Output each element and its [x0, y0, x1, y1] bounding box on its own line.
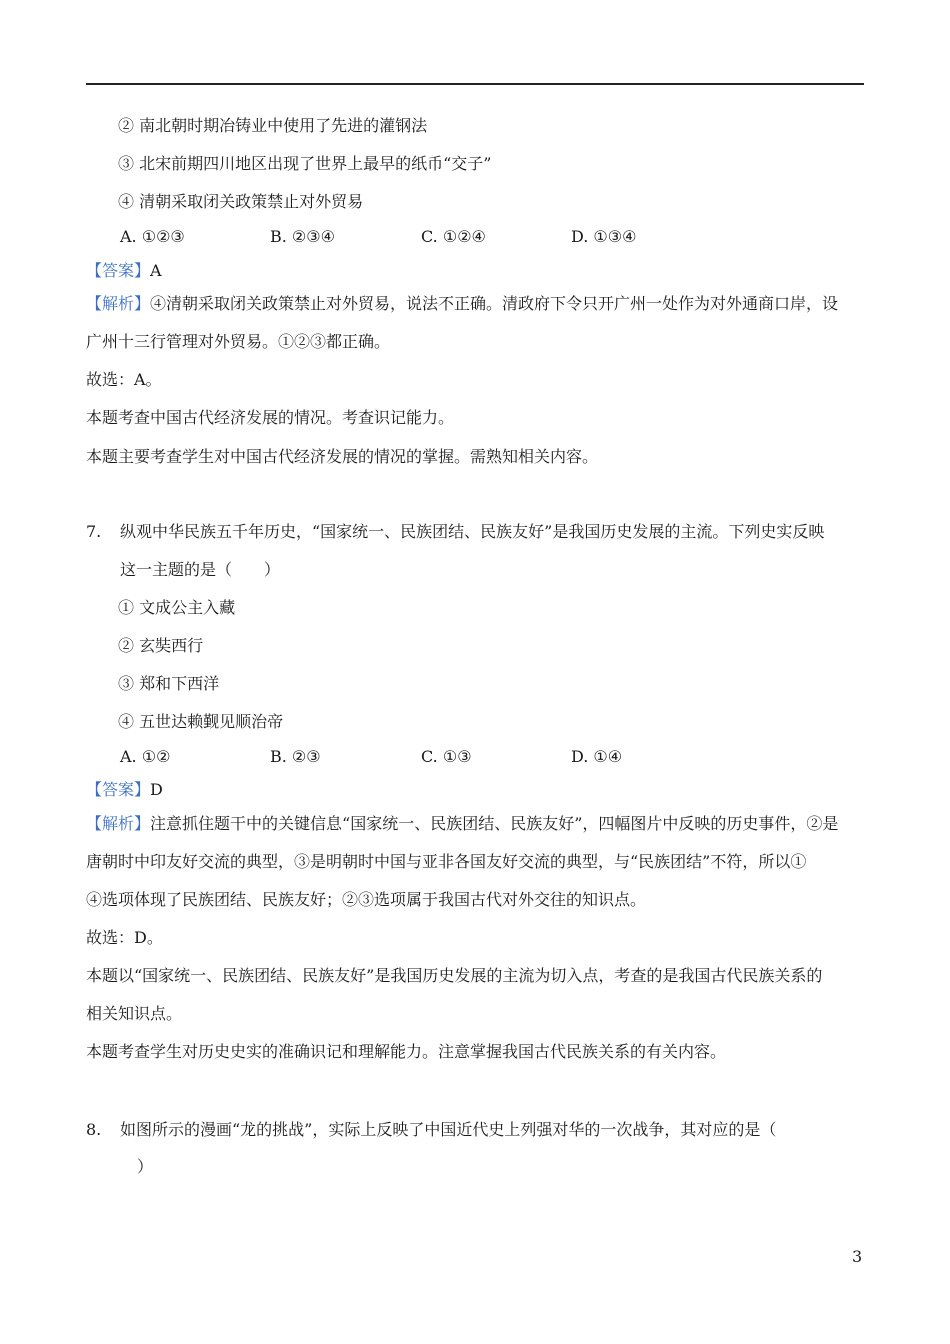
q7-option-b: B. ②③ [270, 747, 321, 766]
q6-analysis-line-1 [86, 294, 838, 314]
q6-note-1: 本题考查中国古代经济发展的情况。考查识记能力。 [86, 408, 455, 427]
q7-item-2: ② 玄奘西行 [118, 636, 204, 655]
q6-item-3: ③ 北宋前期四川地区出现了世界上最早的纸币“交子” [118, 154, 492, 173]
header-rule [86, 83, 864, 85]
answer-tag: 【答案】 [86, 780, 151, 799]
q6-option-a: A. ①②③ [120, 227, 185, 246]
q7-option-d: D. ①④ [571, 747, 623, 766]
q7-stem-line-2: 这一主题的是（ ） [120, 560, 281, 579]
q7-note-2: 本题考查学生对历史史实的准确识记和理解能力。注意掌握我国古代民族关系的有关内容。 [86, 1042, 727, 1061]
q7-analysis-line-3: ④选项体现了民族团结、民族友好；②③选项属于我国古代对外交往的知识点。 [86, 890, 647, 909]
q7-item-1: ① 文成公主入藏 [118, 598, 236, 617]
q6-answer [86, 261, 162, 281]
q7-option-c: C. ①③ [421, 747, 472, 766]
q7-item-3: ③ 郑和下西洋 [118, 674, 220, 693]
q7-number: 7. [86, 522, 102, 541]
q6-option-b: B. ②③④ [270, 227, 335, 246]
answer-value: D [150, 780, 163, 799]
q7-note-1-cont: 相关知识点。 [86, 1004, 183, 1023]
q7-choice: 故选：D。 [86, 928, 163, 947]
q8-stem-line-1: 如图所示的漫画“龙的挑战”，实际上反映了中国近代史上列强对华的一次战争，其对应的是（ [120, 1120, 777, 1139]
analysis-tag: 【解析】 [86, 814, 151, 833]
analysis-tag: 【解析】 [86, 294, 151, 313]
q7-option-a: A. ①② [120, 747, 171, 766]
analysis-text: 注意抓住题干中的关键信息“国家统一、民族团结、民族友好”，四幅图片中反映的历史事件，②是 [150, 814, 839, 833]
q6-note-2: 本题主要考查学生对中国古代经济发展的情况的掌握。需熟知相关内容。 [86, 447, 599, 466]
q6-option-c: C. ①②④ [421, 227, 486, 246]
answer-tag: 【答案】 [86, 261, 151, 280]
q8-stem-line-2: ） [137, 1157, 154, 1176]
q7-analysis-line-1 [86, 814, 838, 834]
analysis-text: ④清朝采取闭关政策禁止对外贸易，说法不正确。清政府下令只开广州一处作为对外通商口岸，设 [150, 294, 839, 313]
page-number: 3 [852, 1247, 863, 1266]
answer-value: A [150, 261, 162, 280]
q7-item-4: ④ 五世达赖觐见顺治帝 [118, 712, 284, 731]
q8-number: 8. [86, 1120, 102, 1139]
q6-item-2: ② 南北朝时期冶铸业中使用了先进的灌钢法 [118, 116, 428, 135]
q7-answer [86, 780, 163, 800]
q6-option-d: D. ①③④ [571, 227, 637, 246]
q6-item-4: ④ 清朝采取闭关政策禁止对外贸易 [118, 192, 364, 211]
q7-analysis-line-2: 唐朝时中印友好交流的典型，③是明朝时中国与亚非各国友好交流的典型，与“民族团结”不符，所以① [86, 852, 807, 871]
q6-analysis-line-2: 广州十三行管理对外贸易。①②③都正确。 [86, 332, 391, 351]
q6-choice: 故选：A。 [86, 370, 162, 389]
q7-note-1: 本题以“国家统一、民族团结、民族友好”是我国历史发展的主流为切入点，考查的是我国古代民族关系的 [86, 966, 823, 985]
q7-stem-line-1: 纵观中华民族五千年历史，“国家统一、民族团结、民族友好”是我国历史发展的主流。下列史实反映 [120, 522, 825, 541]
